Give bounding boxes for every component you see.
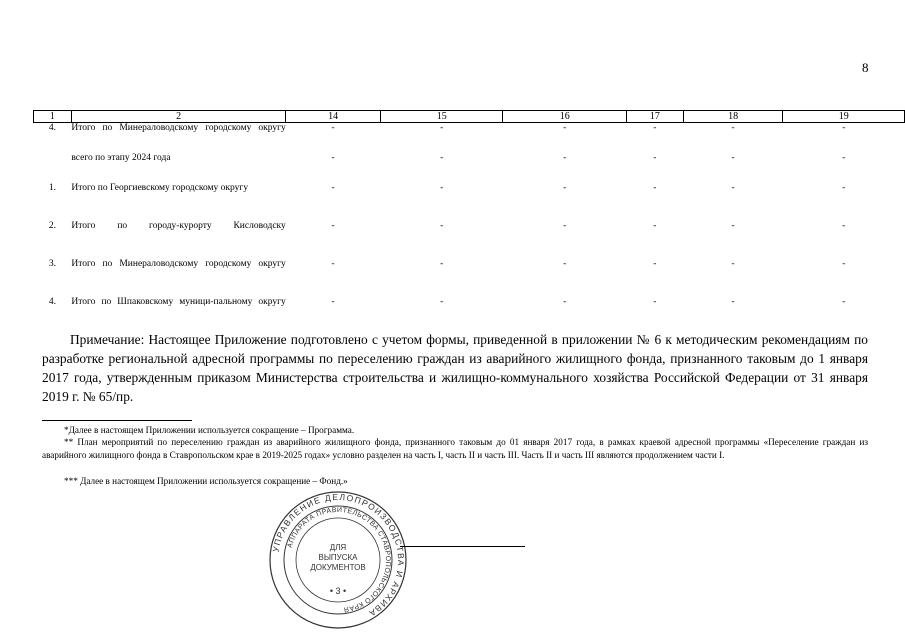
cell-value: - bbox=[563, 153, 567, 163]
cell-value: - bbox=[440, 297, 444, 307]
col-header: 15 bbox=[380, 111, 503, 123]
stamp-outer-text: УПРАВЛЕНИЕ ДЕЛОПРОИЗВОДСТВА И АРХИВА bbox=[270, 491, 407, 620]
cell-value: - bbox=[842, 297, 846, 307]
cell-value: - bbox=[653, 259, 657, 269]
col-header: 19 bbox=[783, 111, 905, 123]
row-name bbox=[71, 123, 285, 154]
cell-value: - bbox=[563, 259, 567, 269]
cell-value: - bbox=[842, 221, 846, 231]
cell-value: - bbox=[331, 153, 335, 163]
cell-value: - bbox=[331, 297, 335, 307]
table-header-row bbox=[34, 111, 905, 123]
col-header: 16 bbox=[503, 111, 627, 123]
row-number: 3. bbox=[48, 259, 56, 269]
cell-value: - bbox=[842, 153, 846, 163]
cell-value: - bbox=[563, 221, 567, 231]
table-row bbox=[34, 221, 905, 259]
cell-value: - bbox=[440, 221, 444, 231]
note-paragraph: Примечание: Настоящее Приложение подготовлено с учетом формы, приведенной в приложении № 6 к методическим рекомендациям по разработке региональной адресной программы по переселению граждан из аварийного жилищного фонда, признанного таковым до 1 января 2017 года, утвержденным приказом Министерства строительства и жилищно-коммунального хозяйства Российской Федерации от 31 января 2019 г. № 65/пр. bbox=[42, 332, 868, 404]
data-table bbox=[33, 110, 905, 335]
footnote: ** План мероприятий по переселению граждан из аварийного жилищного фонда, признанного таковым до 01 января 2017 года, в рамках краевой адресной программы «Переселение граждан из аварийного жилищного фонда в Ставропольском крае в 2019-2025 годах» условно разделен на часть I, часть II и часть III. Часть II и часть III являются продолжением части I. bbox=[42, 437, 868, 460]
row-number: 2. bbox=[48, 221, 56, 231]
col-header: 1 bbox=[34, 111, 72, 123]
cell-value: - bbox=[331, 123, 335, 133]
cell-value: - bbox=[331, 259, 335, 269]
cell-value: - bbox=[440, 259, 444, 269]
stamp-center-line: ВЫПУСКА bbox=[318, 553, 358, 562]
cell-value: - bbox=[563, 297, 567, 307]
cell-value: - bbox=[440, 183, 444, 193]
stamp-center-line: ДОКУМЕНТОВ bbox=[310, 563, 366, 572]
cell-value: - bbox=[653, 297, 657, 307]
row-number: 1. bbox=[48, 183, 56, 193]
row-name-text: Итого по Шпаковскому муници-пальному округу bbox=[71, 297, 286, 307]
row-name: Итого по Георгиевскому городскому округу bbox=[71, 183, 249, 193]
cell-value: - bbox=[731, 153, 735, 163]
cell-value: - bbox=[731, 297, 735, 307]
cell-value: - bbox=[440, 153, 444, 163]
footnote-divider bbox=[42, 420, 192, 421]
col-header: 18 bbox=[683, 111, 783, 123]
stamp-center-line: ДЛЯ bbox=[329, 543, 347, 552]
row-name-text: Итого по Минераловодскому городскому округу bbox=[71, 259, 286, 269]
col-header: 14 bbox=[286, 111, 381, 123]
cell-value: - bbox=[842, 259, 846, 269]
cell-value: - bbox=[331, 183, 335, 193]
page-number: 8 bbox=[862, 60, 869, 75]
cell-value: - bbox=[731, 259, 735, 269]
cell-value: - bbox=[842, 123, 846, 133]
cell-value: - bbox=[842, 183, 846, 193]
cell-value: - bbox=[731, 123, 735, 133]
col-header: 2 bbox=[71, 111, 285, 123]
cell-value: - bbox=[653, 153, 657, 163]
cell-value: - bbox=[731, 183, 735, 193]
row-name bbox=[71, 259, 285, 297]
row-name bbox=[71, 221, 285, 259]
cell-value: - bbox=[653, 183, 657, 193]
row-name: всего по этапу 2024 года bbox=[71, 153, 171, 163]
stamp-bottom-mark: • 3 • bbox=[329, 586, 347, 596]
cell-value: - bbox=[653, 123, 657, 133]
stamp-inner-text: АППАРАТА ПРАВИТЕЛЬСТВА СТАВРОПОЛЬСКОГО КРАЯ bbox=[286, 506, 392, 613]
table-row bbox=[34, 153, 905, 183]
signature-line bbox=[400, 546, 525, 547]
cell-value: - bbox=[653, 221, 657, 231]
table-row bbox=[34, 259, 905, 297]
row-name-text: Итого по городу-курорту Кисловодску bbox=[71, 221, 286, 231]
footnote: *** Далее в настоящем Приложении используется сокращение – Фонд.» bbox=[64, 476, 348, 486]
cell-value: - bbox=[563, 123, 567, 133]
cell-value: - bbox=[440, 123, 444, 133]
table-row bbox=[34, 183, 905, 221]
row-name-text: Итого по Минераловодскому городскому округу bbox=[71, 123, 286, 133]
official-stamp bbox=[268, 490, 408, 630]
row-number: 4. bbox=[48, 123, 56, 133]
row-number: 4. bbox=[48, 297, 56, 307]
cell-value: - bbox=[563, 183, 567, 193]
table-row bbox=[34, 123, 905, 154]
footnote: *Далее в настоящем Приложении используется сокращение – Программа. bbox=[64, 425, 355, 435]
cell-value: - bbox=[331, 221, 335, 231]
cell-value: - bbox=[731, 221, 735, 231]
col-header: 17 bbox=[626, 111, 683, 123]
row-number bbox=[34, 153, 72, 183]
